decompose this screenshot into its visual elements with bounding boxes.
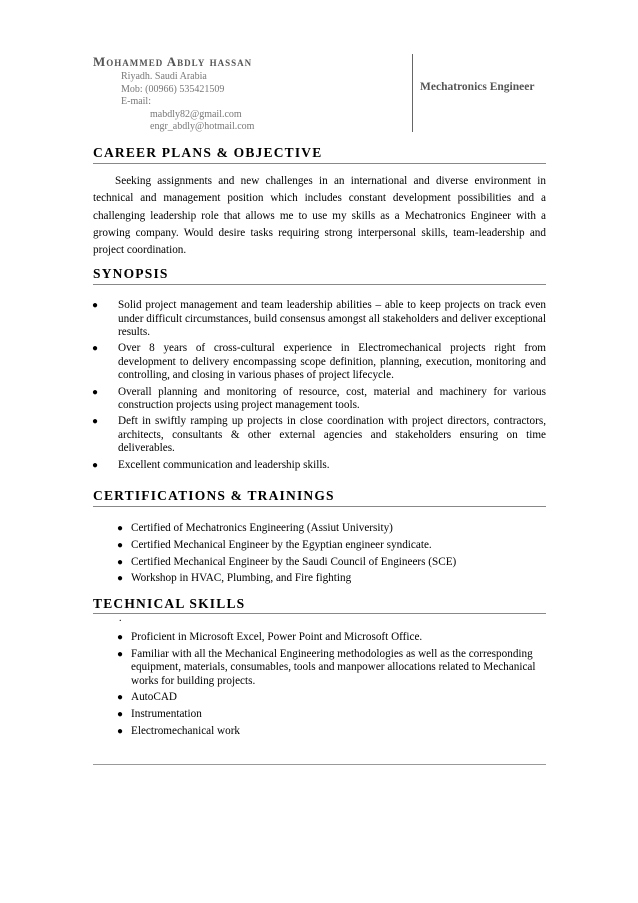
location-text: Riyadh. Saudi Arabia: [121, 71, 207, 82]
synopsis-heading: SYNOPSIS: [93, 266, 169, 281]
applicant-name: Mohammed Abdly hassan: [93, 54, 253, 69]
section-rule: [93, 506, 546, 507]
list-item: ● Certified Mechanical Engineer by the Saudi Council of Engineers (SCE): [117, 555, 457, 568]
section-rule: [93, 163, 546, 164]
list-item: ● Deft in swiftly ramping up projects in close coordination with project directors, contractors, architects, consultants & other external agencies and stakeholders ensuring on time deliverables.: [92, 415, 546, 455]
list-item: ● Overall planning and monitoring of resource, cost, material and machinery for various construction projects using project management tools.: [92, 385, 546, 412]
bullet-icon: ●: [92, 300, 99, 311]
bullet-icon: ●: [117, 648, 124, 660]
list-item: ● Proficient in Microsoft Excel, Power Point and Microsoft Office.: [117, 631, 423, 643]
career-paragraph: [93, 173, 546, 259]
bullet-icon: ●: [117, 556, 124, 568]
certifications-list: [119, 522, 551, 589]
stray-dot: .: [119, 613, 122, 624]
list-item: ● Familiar with all the Mechanical Engineering methodologies as well as the corresponding equipment, materials, consumables, tools and manpower allocations related to Mechanical works for building projects.: [117, 647, 536, 687]
mobile-text: Mob: (00966) 535421509: [121, 83, 225, 95]
email-label: E-mail:: [121, 96, 151, 107]
list-item: ● Solid project management and team leadership abilities – able to keep projects on track even under difficult circumstances, build consensus amongst all stakeholders and deliver exceptional results.: [92, 299, 546, 339]
bullet-icon: ●: [92, 386, 99, 398]
bullet-icon: ●: [92, 459, 99, 471]
bullet-icon: ●: [117, 692, 124, 704]
list-item: ● Excellent communication and leadership skills.: [92, 458, 330, 471]
section-rule: [93, 284, 546, 285]
list-item: ● Instrumentation: [117, 707, 202, 720]
bullet-icon: ●: [117, 632, 124, 643]
list-item: ● Workshop in HVAC, Plumbing, and Fire fighting: [117, 572, 352, 585]
list-item: ● Electromechanical work: [117, 724, 241, 737]
bullet-icon: ●: [117, 539, 124, 551]
bullet-icon: ●: [117, 523, 124, 534]
list-item: ● AutoCAD: [117, 691, 177, 704]
bullet-icon: ●: [92, 343, 99, 355]
technical-heading: TECHNICAL SKILLS: [93, 596, 246, 611]
list-item: ● Certified of Mechatronics Engineering (Assiut University): [117, 522, 393, 534]
footer-rule: [93, 764, 546, 765]
header-divider: [412, 54, 413, 132]
list-item: ● Over 8 years of cross-cultural experience in Electromechanical projects right from development to delivery encompassing scope definition, planning, execution, monitoring and controlling, and closing in various phases of project lifecycle.: [92, 342, 546, 382]
section-rule: [93, 613, 546, 614]
bullet-icon: ●: [117, 708, 124, 720]
career-text-rest: technical and management position which includes constant development possibilities and a challenging leadership role that allows me to use my skills as a Mechatronics Engineer with a growing company. Would desire tasks requiring strong interpersonal skills, team-leadership and project coordination.: [93, 192, 546, 257]
email-secondary[interactable]: engr_abdly@hotmail.com: [150, 121, 255, 132]
synopsis-list: [93, 299, 546, 475]
bullet-icon: ●: [117, 725, 124, 737]
bullet-icon: ●: [117, 573, 124, 585]
certifications-heading: CERTIFICATIONS & TRAININGS: [93, 488, 335, 503]
career-heading: CAREER PLANS & OBJECTIVE: [93, 145, 323, 160]
job-role: Mechatronics Engineer: [420, 81, 535, 93]
email-primary[interactable]: mabdly82@gmail.com: [150, 108, 242, 120]
list-item: ● Certified Mechanical Engineer by the Egyptian engineer syndicate.: [117, 538, 432, 551]
career-text-first: Seeking assignments and new challenges in an international and diverse environment in: [115, 175, 546, 187]
technical-list: [119, 631, 555, 741]
bullet-icon: ●: [92, 416, 99, 428]
contact-block: [121, 71, 254, 134]
